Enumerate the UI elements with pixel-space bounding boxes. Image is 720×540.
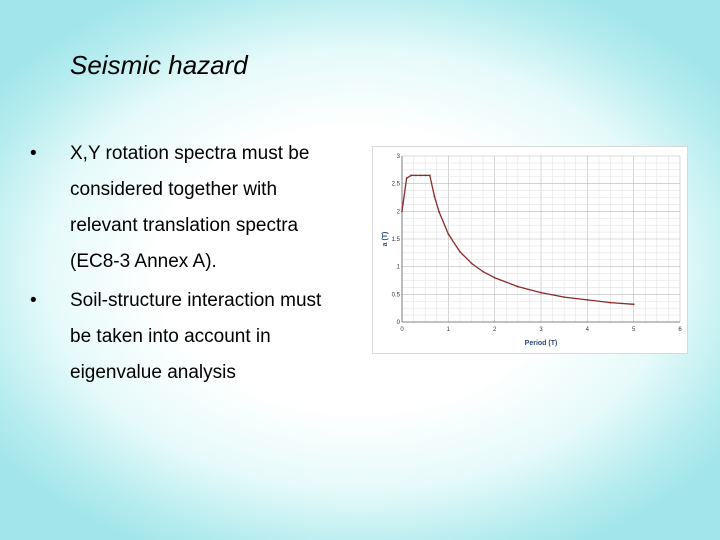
data-point (401, 210, 403, 212)
x-tick-label: 5 (631, 327, 636, 333)
data-point (459, 251, 461, 253)
data-point (438, 211, 440, 213)
y-tick-label: 3 (396, 154, 400, 160)
bullet-item (70, 136, 370, 280)
data-point (494, 277, 496, 279)
bullet-line: Soil-structure interaction must (70, 290, 322, 311)
x-tick-label: 4 (585, 327, 590, 333)
y-tick-label: 0.5 (391, 292, 400, 299)
data-point (610, 302, 612, 304)
data-point (517, 286, 519, 288)
data-point (434, 195, 436, 197)
data-point (482, 271, 484, 273)
data-point (471, 262, 473, 264)
bullet-marker: • (30, 143, 37, 164)
bullet-line: be taken into account in (70, 326, 271, 347)
x-tick-label: 1 (446, 327, 451, 333)
bullet-line: (EC8-3 Annex A). (70, 251, 217, 272)
y-tick-label: 1 (396, 264, 400, 271)
data-point (540, 292, 542, 294)
data-point (429, 174, 431, 176)
data-point (586, 299, 588, 301)
data-point (420, 174, 422, 176)
x-axis-title: Period (T) (524, 340, 558, 347)
x-tick-label: 6 (678, 327, 682, 333)
bullet-line: considered together with (70, 179, 278, 200)
bullet-marker: • (30, 290, 37, 311)
y-tick-label: 2 (396, 209, 400, 216)
bullet-line: relevant translation spectra (70, 215, 299, 236)
x-tick-label: 2 (492, 327, 497, 333)
data-point (410, 174, 412, 176)
data-point (424, 174, 426, 176)
chart-canvas (373, 147, 687, 353)
data-point (447, 233, 449, 235)
bullet-item (70, 283, 370, 391)
y-tick-label: 1.5 (391, 237, 400, 243)
chart-axes (392, 154, 683, 333)
data-point (563, 296, 565, 298)
slide-title: Seismic hazard (70, 50, 248, 80)
data-point (406, 177, 408, 179)
x-tick-label: 3 (539, 327, 543, 333)
y-tick-label: 0 (396, 320, 400, 326)
bullet-line: X,Y rotation spectra must be (70, 143, 310, 164)
bullet-line: eigenvalue analysis (70, 362, 236, 383)
data-point (415, 174, 417, 176)
data-point (633, 303, 635, 305)
y-tick-label: 2.5 (391, 181, 400, 188)
chart-grid (402, 156, 680, 322)
x-tick-label: 0 (400, 327, 404, 333)
y-axis-title: a (T) (382, 231, 389, 247)
response-spectrum-chart (372, 146, 688, 354)
